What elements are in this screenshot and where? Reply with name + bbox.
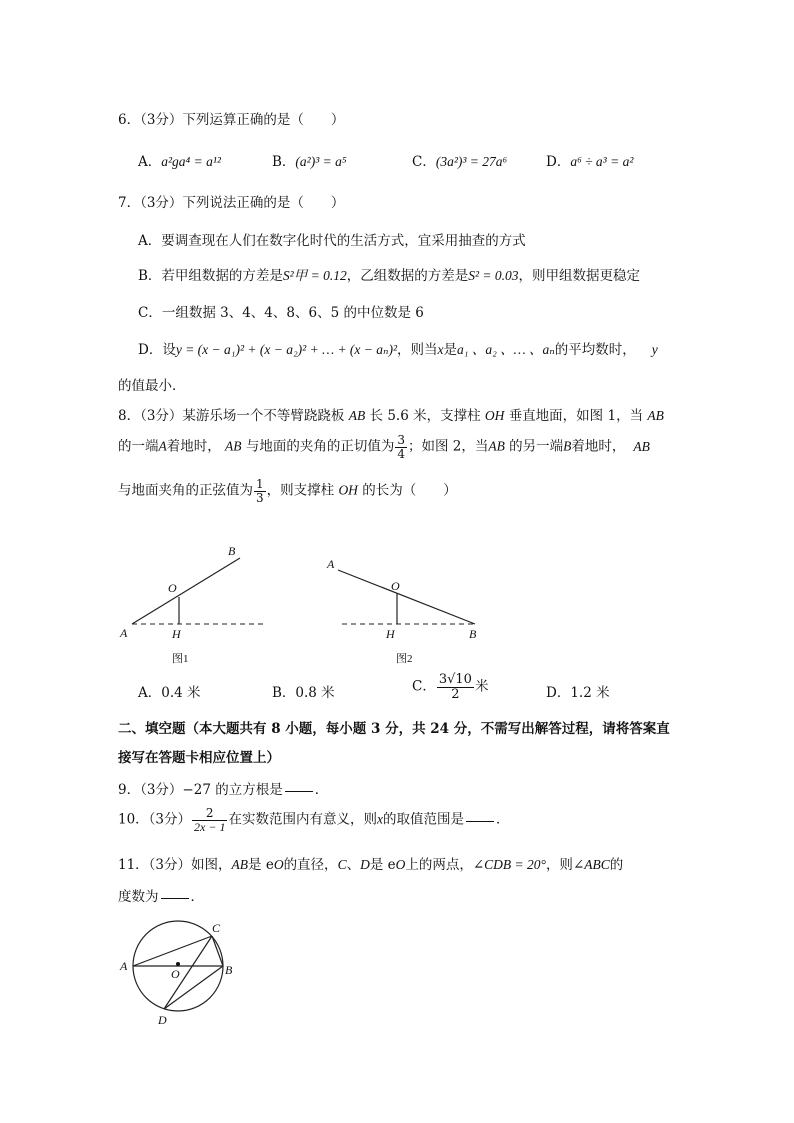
fig1-label-h: H	[172, 627, 181, 641]
circle-figure	[112, 918, 252, 1028]
fig2-label-b: B	[469, 627, 477, 641]
fig2-caption: 图2	[396, 653, 413, 665]
q8-option-b: B．0.8 米	[272, 685, 335, 701]
q8-option-a: A．0.4 米	[138, 685, 201, 701]
q9-answer-blank[interactable]	[285, 791, 313, 792]
q7-option-d-line2: 的值最小．	[118, 378, 186, 394]
q8-option-c: C． $\frac{3√10}{2}$ 米	[412, 672, 489, 702]
fig1-seesaw	[132, 558, 240, 624]
q8-line2: 的一端A着地时， AB 与地面的夹角的正切值为 $\frac{3}{4}$ ；如图 2，当AB 的另一端B着地时， AB	[118, 433, 650, 461]
q7-option-b: B．若甲组数据的方差是S²甲 = 0.12，乙组数据的方差是S² = 0.03，则甲组数据更稳定	[138, 268, 641, 284]
fig1-caption: 图1	[172, 653, 189, 665]
q7-stem: 7．（3分）下列说法正确的是（ ）	[118, 195, 345, 211]
circle-label-b: B	[225, 963, 233, 977]
figure-1	[119, 544, 265, 665]
q11-line1: 11．（3分）如图，AB是 eO的直径，C、D是 eO上的两点，∠CDB = 20°，则∠ABC的	[118, 857, 624, 873]
circle-label-c: C	[212, 921, 221, 935]
q6-option-b: B．(a²)³ = a⁵	[272, 154, 347, 170]
chord-ac	[133, 936, 212, 966]
q11-answer-blank[interactable]	[161, 898, 189, 899]
circle-label-a: A	[120, 959, 128, 973]
tan-fraction: $\frac{3}{4}$	[397, 433, 405, 461]
circle-label-d: D	[158, 1013, 167, 1027]
q6-option-a: A．a²ga⁴ = a¹²	[138, 154, 221, 170]
q10: 10．（3分） $\frac{2}{2x - 1}$ 在实数范围内有意义，则x的取值范围是 ．	[118, 806, 510, 834]
q11-line2: 度数为 ．	[118, 889, 204, 905]
q8-line1: 8．（3分）某游乐场一个不等臂跷跷板 AB 长 5.6 米，支撑柱 OH 垂直地面，如图 1，当 AB	[118, 408, 664, 424]
fig1-label-o: O	[168, 581, 177, 595]
fig1-label-b: B	[228, 544, 236, 558]
fig2-seesaw	[338, 570, 475, 624]
q9: 9．（3分）−27 的立方根是 ．	[118, 782, 329, 798]
q6-option-d: D．a⁶ ÷ a³ = a²	[546, 154, 634, 170]
fig1-label-a: A	[120, 626, 128, 640]
seesaw-figures	[110, 540, 510, 670]
q7-option-d: D．设y = (x − a₁)² + (x − a₂)² + … + (x − aₙ)²，则当x是a₁ 、a₂ 、… 、aₙ的平均数时， y	[138, 342, 658, 358]
q7-option-a: A．要调查现在人们在数字化时代的生活方式，宜采用抽查的方式	[138, 233, 526, 249]
fig2-label-o: O	[391, 579, 400, 593]
q8-option-d: D．1.2 米	[546, 685, 610, 701]
sin-fraction: $\frac{1}{3}$	[256, 477, 264, 505]
q8-line3: 与地面夹角的正弦值为 $\frac{1}{3}$ ，则支撑柱 OH 的长为（ ）	[118, 477, 457, 505]
fig2-label-h: H	[386, 627, 395, 641]
q6-option-c: C．(3a²)³ = 27a⁶	[412, 154, 508, 170]
circle-label-o: O	[171, 967, 180, 981]
q7-option-c: C．一组数据 3、4、4、8、6、5 的中位数是 6	[138, 305, 424, 321]
section2-heading-line1: 二、填空题（本大题共有 8 小题，每小题 3 分，共 24 分，不需写出解答过程，请将答案直	[118, 721, 670, 737]
figure-2	[326, 557, 477, 665]
q6-stem: 6．（3分）下列运算正确的是（ ）	[118, 112, 345, 128]
section2-heading-line2: 接写在答题卡相应位置上）	[118, 750, 280, 766]
q10-answer-blank[interactable]	[466, 821, 494, 822]
center-dot	[176, 962, 180, 966]
fig2-label-a: A	[327, 557, 335, 571]
chord-cb	[212, 936, 223, 966]
